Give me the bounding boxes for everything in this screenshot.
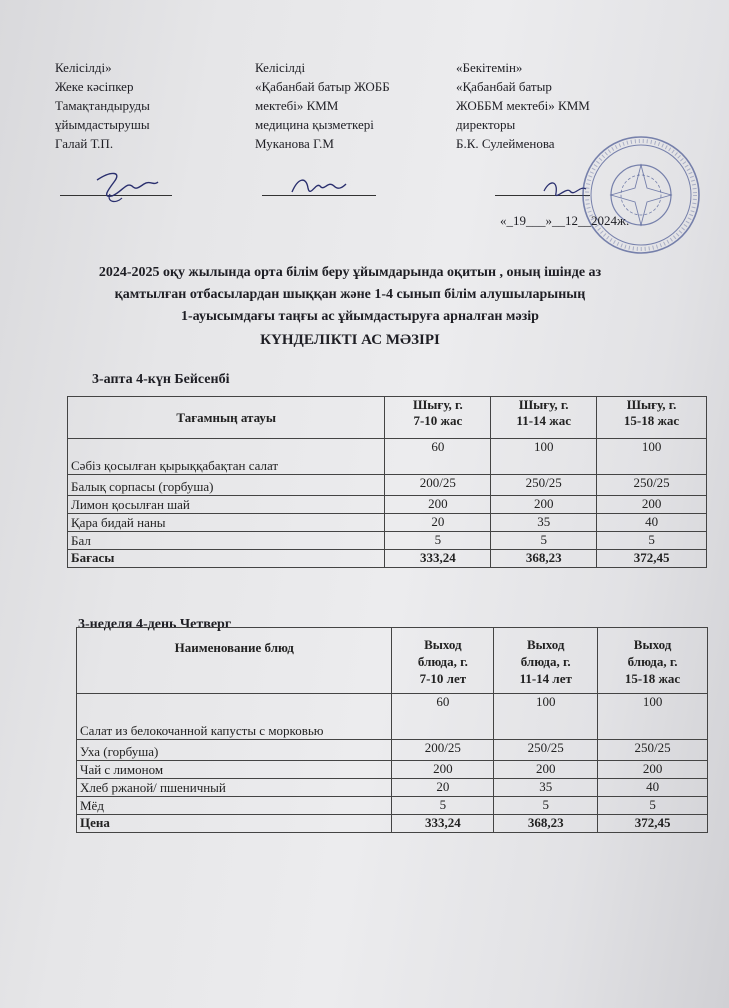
dish-name-cell: Лимон қосылған шай xyxy=(68,496,385,514)
price-label: Цена xyxy=(77,815,392,833)
price-value: 368,23 xyxy=(494,815,598,833)
dish-name-cell: Қара бидай наны xyxy=(68,514,385,532)
price-value: 333,24 xyxy=(392,815,494,833)
dish-name-cell: Мёд xyxy=(77,797,392,815)
approval-line: ұйымдастырушы xyxy=(55,117,150,132)
document-title-line: қамтылған отбасылардан шыққан және 1-4 сынып білім алушыларының xyxy=(114,287,586,302)
portion-cell: 20 xyxy=(385,514,491,532)
table-header-row xyxy=(77,628,708,694)
portion-cell: 100 xyxy=(598,694,708,740)
portion-cell: 250/25 xyxy=(494,740,598,761)
approval-line: «Бекітемін» xyxy=(456,60,523,75)
portion-cell: 250/25 xyxy=(597,475,707,496)
dish-name-cell: Балық сорпасы (горбуша) xyxy=(68,475,385,496)
document-title-line: 2024-2025 оқу жылында орта білім беру ұйымдарында оқитын , оның ішінде аз xyxy=(98,265,602,280)
column-header-age-7-10: Выход блюда, г. 7-10 лет xyxy=(392,628,494,694)
column-header-age-11-14: Выход блюда, г. 11-14 лет xyxy=(494,628,598,694)
portion-cell: 20 xyxy=(392,779,494,797)
column-header-age-15-18: Выход блюда, г. 15-18 жас xyxy=(598,628,708,694)
table-row xyxy=(68,532,707,550)
document-title-line: 1-ауысымдағы таңғы ас ұйымдастыруға арналған мәзір xyxy=(181,309,539,324)
approval-block-medical xyxy=(255,58,390,153)
portion-cell: 5 xyxy=(494,797,598,815)
price-value: 372,45 xyxy=(598,815,708,833)
signature-scribble xyxy=(92,168,162,208)
approval-line: директоры xyxy=(456,117,516,132)
approval-line: Тамақтандыруды xyxy=(55,98,150,113)
portion-cell: 200 xyxy=(597,496,707,514)
price-row xyxy=(68,550,707,568)
approval-line: медицина қызметкері xyxy=(255,117,374,132)
portion-cell: 100 xyxy=(494,694,598,740)
portion-cell: 5 xyxy=(385,532,491,550)
approval-date: «_19___»__12__2024ж. xyxy=(500,213,630,228)
portion-cell: 40 xyxy=(598,779,708,797)
table-row xyxy=(68,514,707,532)
portion-cell: 60 xyxy=(392,694,494,740)
day-label-kz: 3-апта 4-күн Бейсенбі xyxy=(92,372,230,387)
approval-line: Б.К. Сулейменова xyxy=(456,136,555,151)
table-row xyxy=(77,694,708,740)
price-value: 333,24 xyxy=(385,550,491,568)
approval-line: Галай Т.П. xyxy=(55,136,114,151)
table-row xyxy=(77,779,708,797)
dish-name-cell: Бал xyxy=(68,532,385,550)
portion-cell: 35 xyxy=(491,514,597,532)
official-stamp xyxy=(566,130,716,260)
portion-cell: 35 xyxy=(494,779,598,797)
dish-name-cell: Чай с лимоном xyxy=(77,761,392,779)
column-header-dish: Тағамның атауы xyxy=(68,397,385,439)
portion-cell: 200 xyxy=(491,496,597,514)
menu-table-kz xyxy=(67,396,707,568)
document-heading: КҮНДЕЛІКТІ АС МӘЗІРІ xyxy=(260,332,440,348)
approval-block-contractor xyxy=(55,58,150,153)
column-header-age-7-10: Шығу, г. 7-10 жас xyxy=(385,397,491,439)
dish-name-cell: Сәбіз қосылған қырыққабақтан салат xyxy=(68,439,385,475)
portion-cell: 200/25 xyxy=(392,740,494,761)
portion-cell: 100 xyxy=(491,439,597,475)
table-row xyxy=(77,797,708,815)
approval-line: Келісілді» xyxy=(55,60,112,75)
dish-name-cell: Хлеб ржаной/ пшеничный xyxy=(77,779,392,797)
table-row xyxy=(68,475,707,496)
table-header-row xyxy=(68,397,707,439)
portion-cell: 5 xyxy=(598,797,708,815)
signature-scribble xyxy=(288,172,348,204)
price-row xyxy=(77,815,708,833)
table-row xyxy=(77,740,708,761)
approval-line: Жеке кәсіпкер xyxy=(55,79,134,94)
portion-cell: 250/25 xyxy=(598,740,708,761)
portion-cell: 100 xyxy=(597,439,707,475)
portion-cell: 200 xyxy=(385,496,491,514)
table-row xyxy=(68,496,707,514)
price-value: 368,23 xyxy=(491,550,597,568)
price-label: Бағасы xyxy=(68,550,385,568)
approval-line: «Қабанбай батыр ЖОББ xyxy=(255,79,390,94)
day-label-ru: 3-неделя 4-день Четверг xyxy=(78,617,232,632)
table-row xyxy=(68,439,707,475)
portion-cell: 200 xyxy=(598,761,708,779)
column-header-age-11-14: Шығу, г. 11-14 жас xyxy=(491,397,597,439)
approval-line: Келісілді xyxy=(255,60,306,75)
menu-table-ru xyxy=(76,627,708,833)
approval-line: ЖОББМ мектебі» КММ xyxy=(456,98,590,113)
portion-cell: 250/25 xyxy=(491,475,597,496)
column-header-dish: Наименование блюд xyxy=(77,628,392,694)
dish-name-cell: Салат из белокочанной капусты с морковью xyxy=(77,694,392,740)
portion-cell: 200 xyxy=(494,761,598,779)
approval-line: мектебі» КММ xyxy=(255,98,339,113)
portion-cell: 60 xyxy=(385,439,491,475)
price-value: 372,45 xyxy=(597,550,707,568)
portion-cell: 5 xyxy=(597,532,707,550)
portion-cell: 5 xyxy=(392,797,494,815)
table-row xyxy=(77,761,708,779)
portion-cell: 40 xyxy=(597,514,707,532)
dish-name-cell: Уха (горбуша) xyxy=(77,740,392,761)
approval-line: «Қабанбай батыр xyxy=(456,79,552,94)
portion-cell: 5 xyxy=(491,532,597,550)
column-header-age-15-18: Шығу, г. 15-18 жас xyxy=(597,397,707,439)
portion-cell: 200 xyxy=(392,761,494,779)
portion-cell: 200/25 xyxy=(385,475,491,496)
approval-line: Муканова Г.М xyxy=(255,136,334,151)
